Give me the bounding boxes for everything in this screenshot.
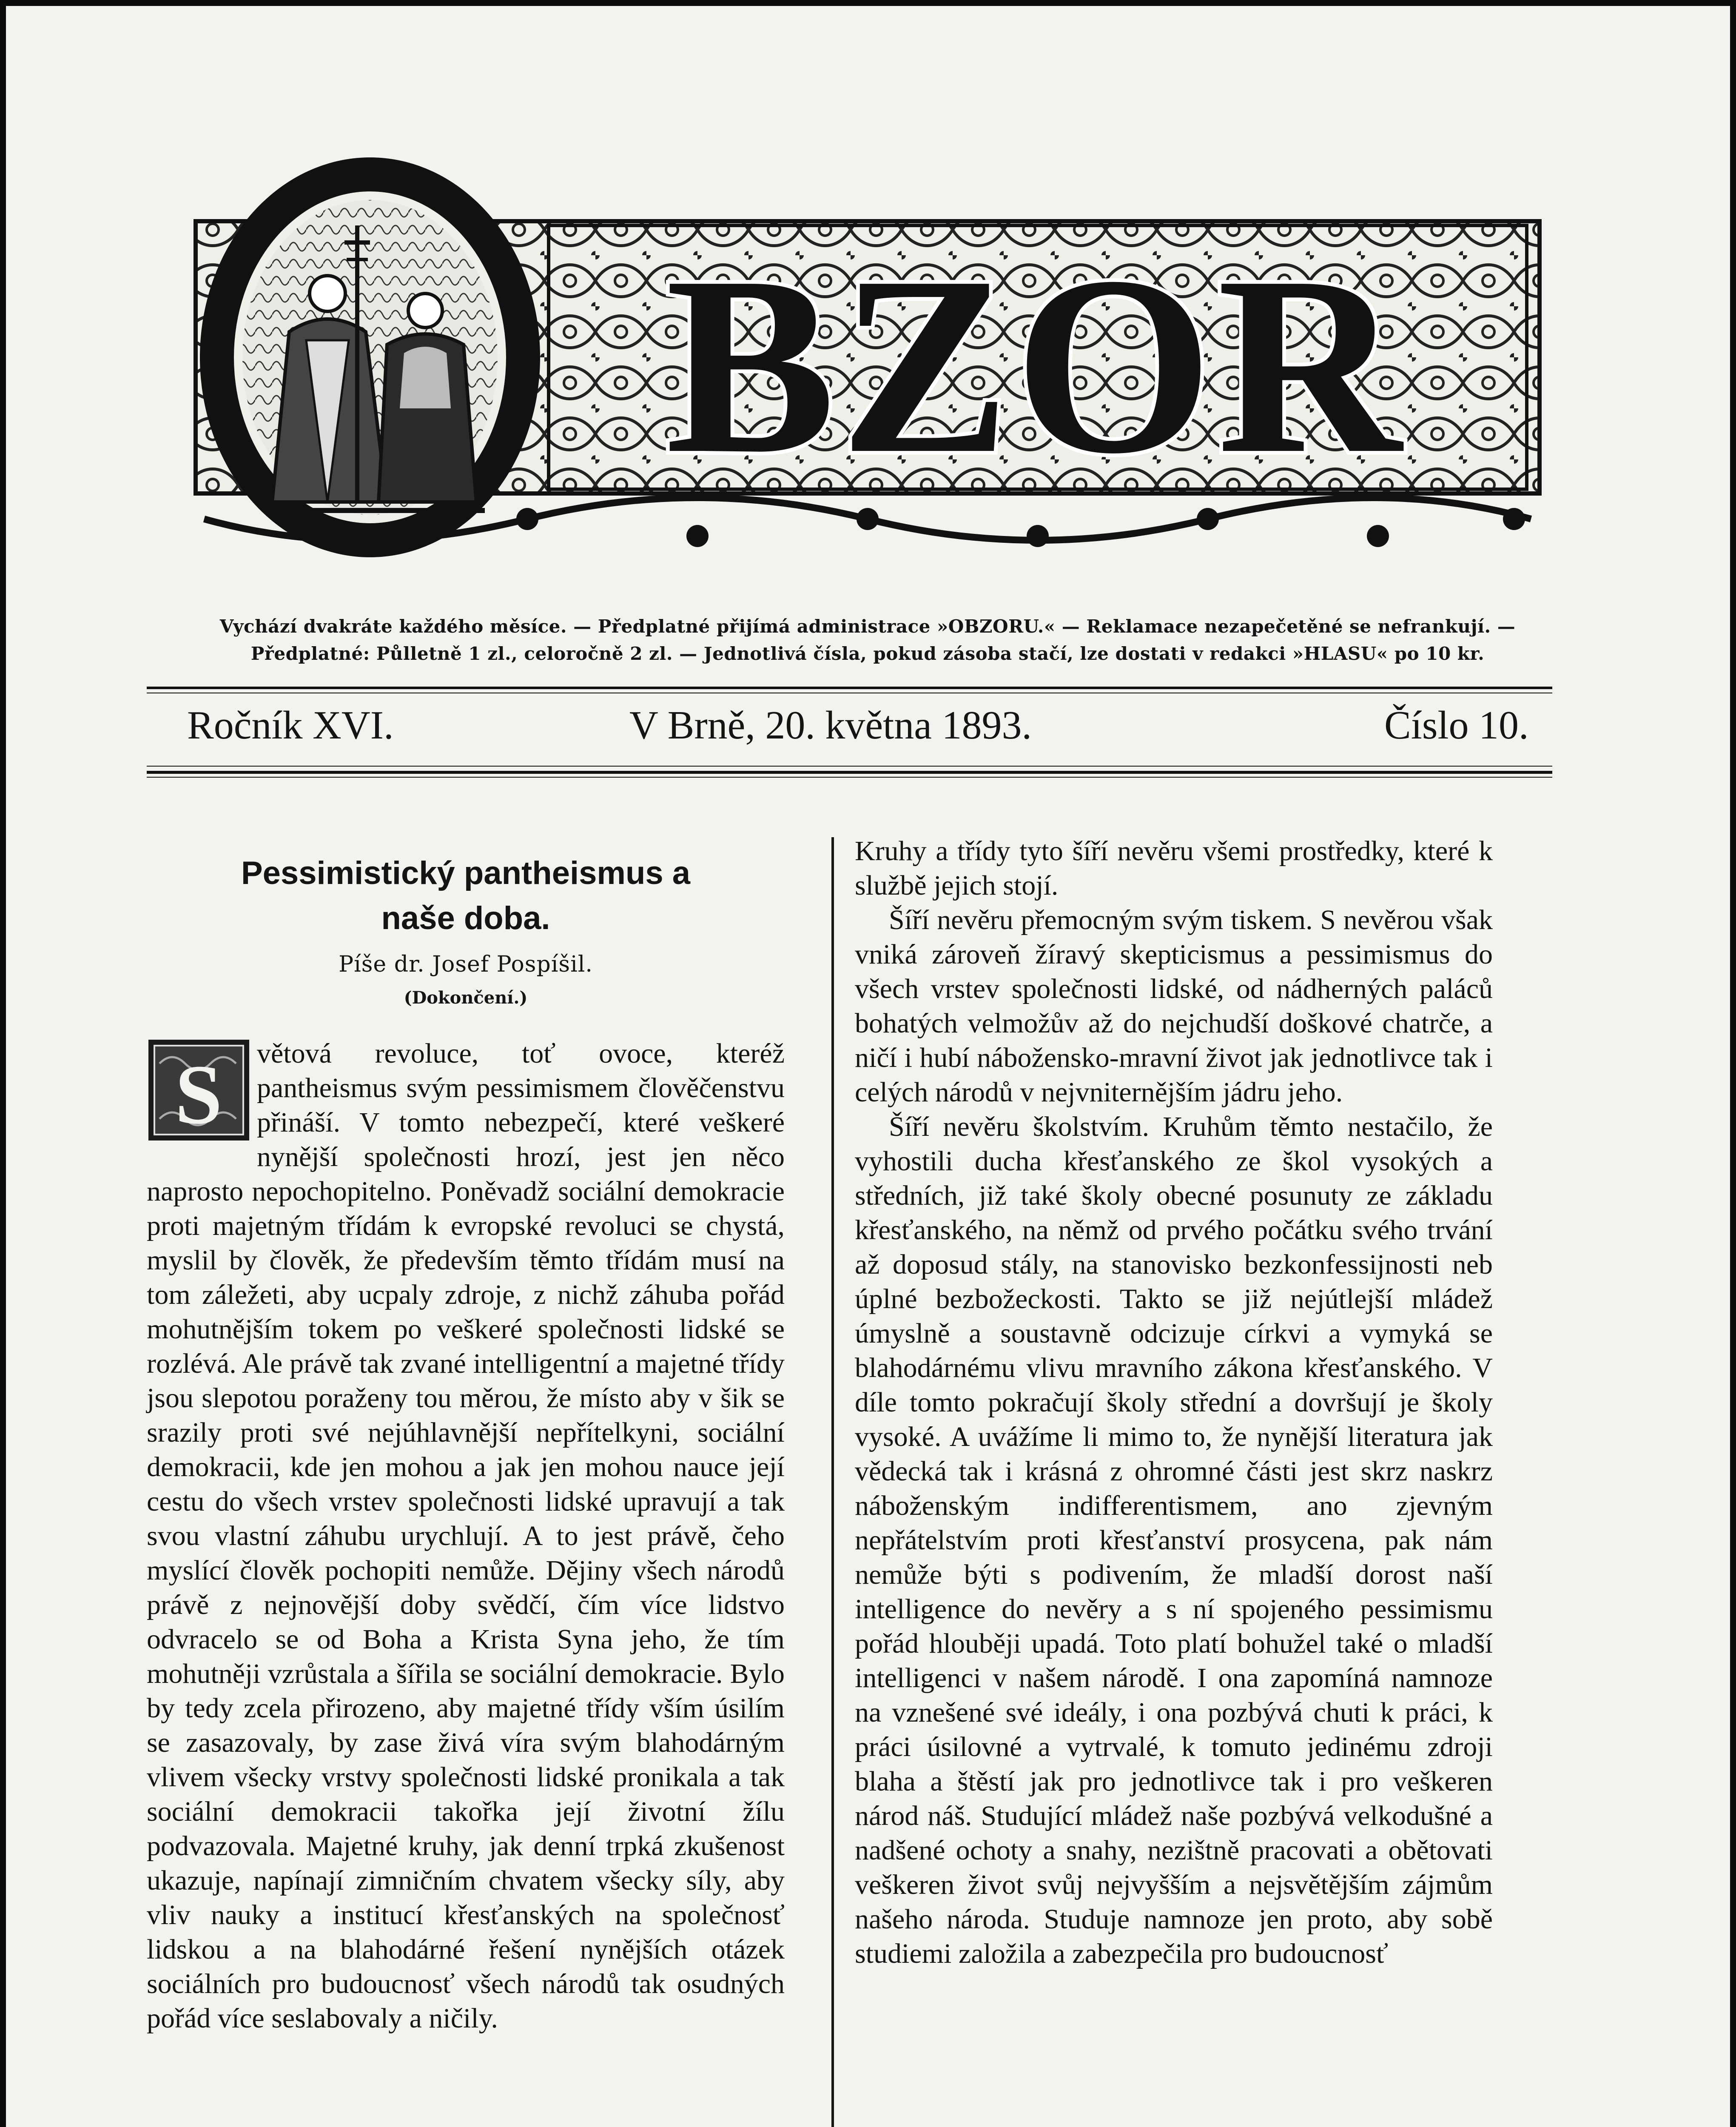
paragraph: větová revoluce, toť ovoce, kteréž pantheismus svým pessimismem člověčenstvu přináší. V tomto nebezpečí, které veškeré nynější společnosti hrozí, jest jen něco naprosto nepochopitelno. Poněvadž sociální demokracie proti majetným třídám k evropské revoluci se chystá, myslil by člověk, že především těmto třídám musí na tom záležeti, aby ucpaly zdroje, z nichž záhuba pořád mohutnějším tokem po veškeré společnosti lidské se rozlévá. Ale právě tak zvané intelligentní a majetné třídy jsou slepotou poraženy tou měrou, že místo aby v šik se srazily proti své nejúhlavnější nepřítelkyni, sociální demokracii, kde jen mohou a jak jen mohou nauce její cestu do všech vrstev společnosti lidské upravují a tak svou vlastní záhubu urychlují. A to jest právě, čeho myslící člověk pochopiti nemůže. Dějiny všech národů právě z nejnovější doby svědčí, čím více lidstvo odvracelo se od Boha a Krista Syna jeho, že tím mohutněji vzrůstala a šířila se sociální demokracie. Bylo by tedy zcela přirozeno, aby majetné třídy vším úsilím se zasazovaly, by zase živá víra svým blahodárným vlivem všecky vrstvy společnosti lidské pronikala a tak sociální demokracii takořka její životní žílu podvazovala. Majetné kruhy, jak denní trpká zkušenost ukazuje, napínají zimničním chvatem všecky síly, aby vliv nauky a institucí křesťanských na společnosť lidskou a na blahodárné řešení nynějších otázek sociálních pro budoucnosť všech národů tak osudných pořád více seslabovaly a ničily. — [147, 1038, 785, 2034]
issue-number: Číslo 10. — [1384, 703, 1529, 747]
place-date: V Brně, 20. května 1893. — [629, 703, 1032, 747]
title-letters — [549, 223, 1527, 506]
article-title-line-2: naše doba. — [381, 900, 550, 936]
publication-info-line-2: Předplatné: Půlletně 1 zl., celoročně 2 zl. — Jednotlivá čísla, pokud zásoba stačí, lze dostati v redakci »HLASU« po 10 kr. — [250, 643, 1485, 664]
bottom-rule-thin-2 — [147, 777, 1552, 778]
paragraph: Šíří nevěru školstvím. Kruhům těmto nestačilo, že vyhostili ducha křesťanského ze škol vysokých a středních, již také školy obecné posunuty ze základu křesťanského, na němž od prvého počátku svého trvání až doposud stály, na stanovisko bezkonfessijnosti neb úplné bezbožeckosti. Takto se již nejútlejší mládež úmyslně a soustavně odcizuje církvi a vymyká se blahodárnému vlivu mravního zákona křesťanského. V díle tomto pokračují školy střední a dovršují je školy vysoké. A uvážíme li mimo to, že nynější literatura jak vědecká tak i krásná z ohromné části jest skrz naskrz náboženským indifferentismem, ano zjevným nepřátelstvím proti křesťanství prosycena, pak nám nemůže býti s podivením, že mladší dorost naší intelligence do nevěry a s ní spojeného pessimismu pořád hlouběji upadá. Toto platí bohužel také o mladší intelligenci v našem národě. I ona zapomíná namnoze na vznešené své ideály, i ona pozbývá chuti k práci, k práci úsilovné a vytrvalé, k tomuto jedinému zdroji blaha a štěstí jak pro jednotlivce tak i pro veškeren národ náš. Studující mládež naše pozbývá velkodušné a nadšené ochoty a snahy, nezištně pracovati a obětovati veškeren život svůj nejvyšším a nejsvětějším zájmům našeho národa. Studuje namnoze jen proto, aby sobě studiemi založila a zabezpečila pro budoucnosť — [855, 1111, 1493, 1969]
masthead-title: BZOR — [665, 223, 1406, 506]
column-divider — [831, 837, 834, 2127]
article-byline: Píše dr. Josef Pospíšil. — [339, 952, 593, 977]
article-title — [147, 851, 785, 941]
masthead-ornament — [187, 153, 1548, 570]
bottom-rule-thick — [147, 771, 1552, 774]
masthead — [187, 153, 1548, 570]
left-column — [147, 834, 785, 2036]
paragraph: Šíří nevěru přemocným svým tiskem. S nevěrou však vniká zároveň žíravý skepticismus a pessimismus do všech vrstev společnosti lidské, od nádherných paláců bohatých velmožův až do nejchudší doškové chatrče, a ničí i hubí nábožensko-mravní život jak jednotlivce tak i celých národů v nejvniternějším jádru jeho. — [855, 904, 1493, 1108]
publication-info-line-1: Vychází dvakráte každého měsíce. — Předplatné přijímá administrace »OBZORU.« — Reklamace nezapečetěné se nefrankují. — — [219, 616, 1516, 637]
dropcap-s — [147, 1038, 251, 1142]
volume-label: Ročník XVI. — [187, 703, 394, 747]
right-column-body — [855, 834, 1493, 1971]
paragraph: Kruhy a třídy tyto šíří nevěru všemi prostředky, které k službě jejich stojí. — [855, 835, 1493, 901]
article-title-line-1: Pessimistický pantheismus a — [241, 855, 691, 891]
dropcap-letter: S — [175, 1048, 222, 1142]
top-rule-thick — [147, 687, 1552, 689]
article-continuation-note: (Dokončení.) — [404, 988, 528, 1008]
bottom-rule-thin — [147, 766, 1552, 767]
right-column — [855, 834, 1493, 1971]
left-column-body — [147, 1036, 785, 2036]
